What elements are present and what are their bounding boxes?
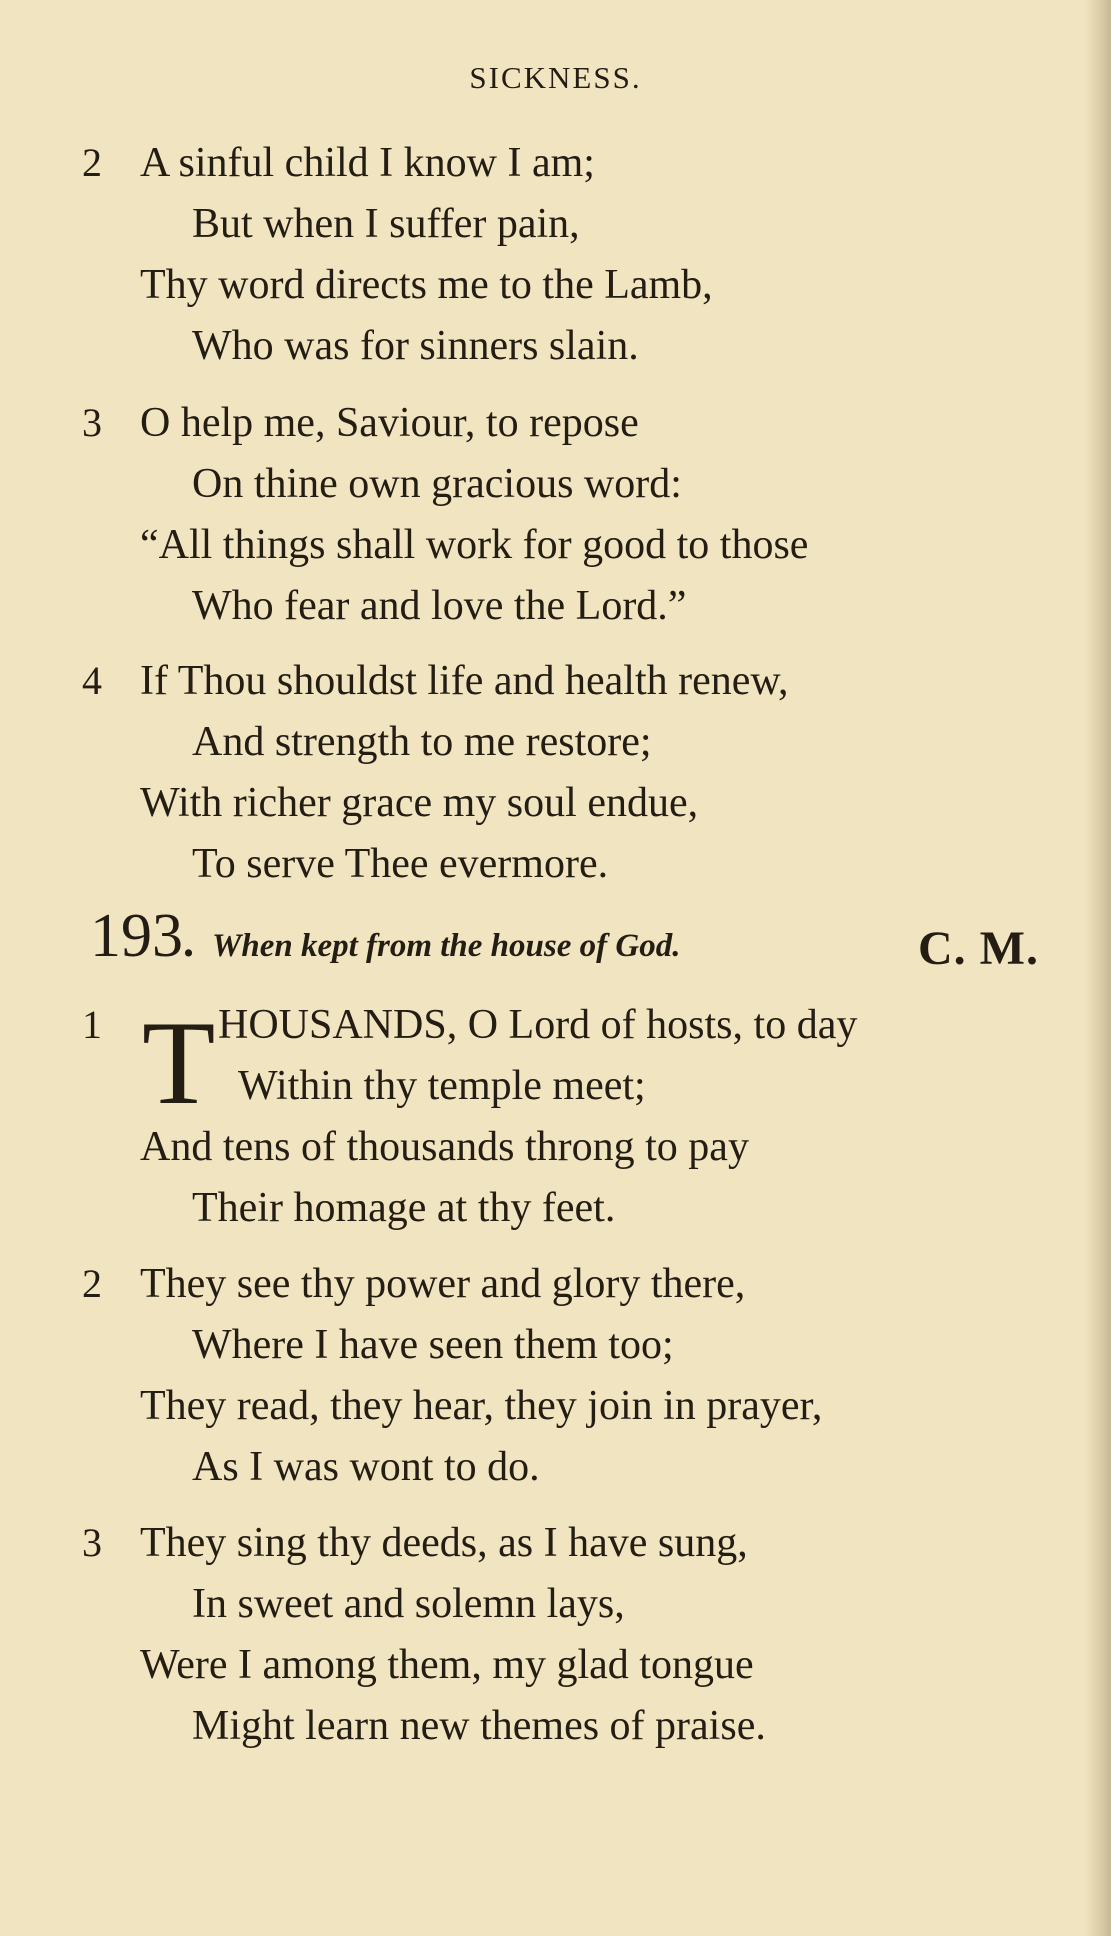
hymn-meter: C. M. bbox=[918, 922, 1039, 975]
verse-line: Their homage at thy feet. bbox=[192, 1185, 616, 1231]
verse-line: Might learn new themes of praise. bbox=[192, 1703, 766, 1749]
hymn-title: When kept from the house of God. bbox=[212, 928, 681, 964]
verse-line: They sing thy deeds, as I have sung, bbox=[140, 1520, 748, 1566]
verse-line: They see thy power and glory there, bbox=[140, 1261, 746, 1307]
verse-number: 2 bbox=[82, 1261, 102, 1306]
verse-line: Who was for sinners slain. bbox=[192, 323, 639, 369]
verse-line: Were I among them, my glad tongue bbox=[140, 1642, 754, 1688]
verse-line: In sweet and solemn lays, bbox=[192, 1581, 625, 1627]
verse-line: On thine own gracious word: bbox=[192, 461, 682, 507]
verse-line: With richer grace my soul endue, bbox=[140, 780, 699, 826]
page-spine-shadow bbox=[1085, 0, 1111, 1936]
hymn-number-period: . bbox=[183, 917, 194, 966]
verse-line: O help me, Saviour, to repose bbox=[140, 400, 639, 446]
verse-number: 1 bbox=[82, 1002, 102, 1047]
verse-line: To serve Thee evermore. bbox=[192, 841, 609, 887]
verse-number: 3 bbox=[82, 400, 102, 445]
drop-cap: T bbox=[142, 996, 216, 1129]
verse-line: If Thou shouldst life and health renew, bbox=[140, 658, 789, 704]
verse-line: They read, they hear, they join in prayer, bbox=[140, 1383, 823, 1429]
verse-number: 2 bbox=[82, 140, 102, 185]
verse-line: Thy word directs me to the Lamb, bbox=[140, 262, 713, 308]
hymn-heading bbox=[90, 902, 681, 970]
verse-line: Where I have seen them too; bbox=[192, 1322, 674, 1368]
verse-line: HOUSANDS, O Lord of hosts, to day bbox=[218, 1002, 858, 1048]
page-header: SICKNESS. bbox=[469, 60, 642, 95]
verse-line: And tens of thousands throng to pay bbox=[140, 1124, 749, 1170]
verse-line: And strength to me restore; bbox=[192, 719, 652, 765]
verse-line: But when I suffer pain, bbox=[192, 201, 580, 247]
verse-line: As I was wont to do. bbox=[192, 1444, 540, 1490]
verse-line: Who fear and love the Lord.” bbox=[192, 583, 687, 629]
verse-line: “All things shall work for good to those bbox=[140, 522, 809, 568]
hymn-number: 193 bbox=[90, 902, 183, 970]
verse-line: Within thy temple meet; bbox=[238, 1063, 646, 1109]
verse-line: A sinful child I know I am; bbox=[140, 140, 595, 186]
verse-number: 4 bbox=[82, 658, 102, 703]
verse-number: 3 bbox=[82, 1520, 102, 1565]
